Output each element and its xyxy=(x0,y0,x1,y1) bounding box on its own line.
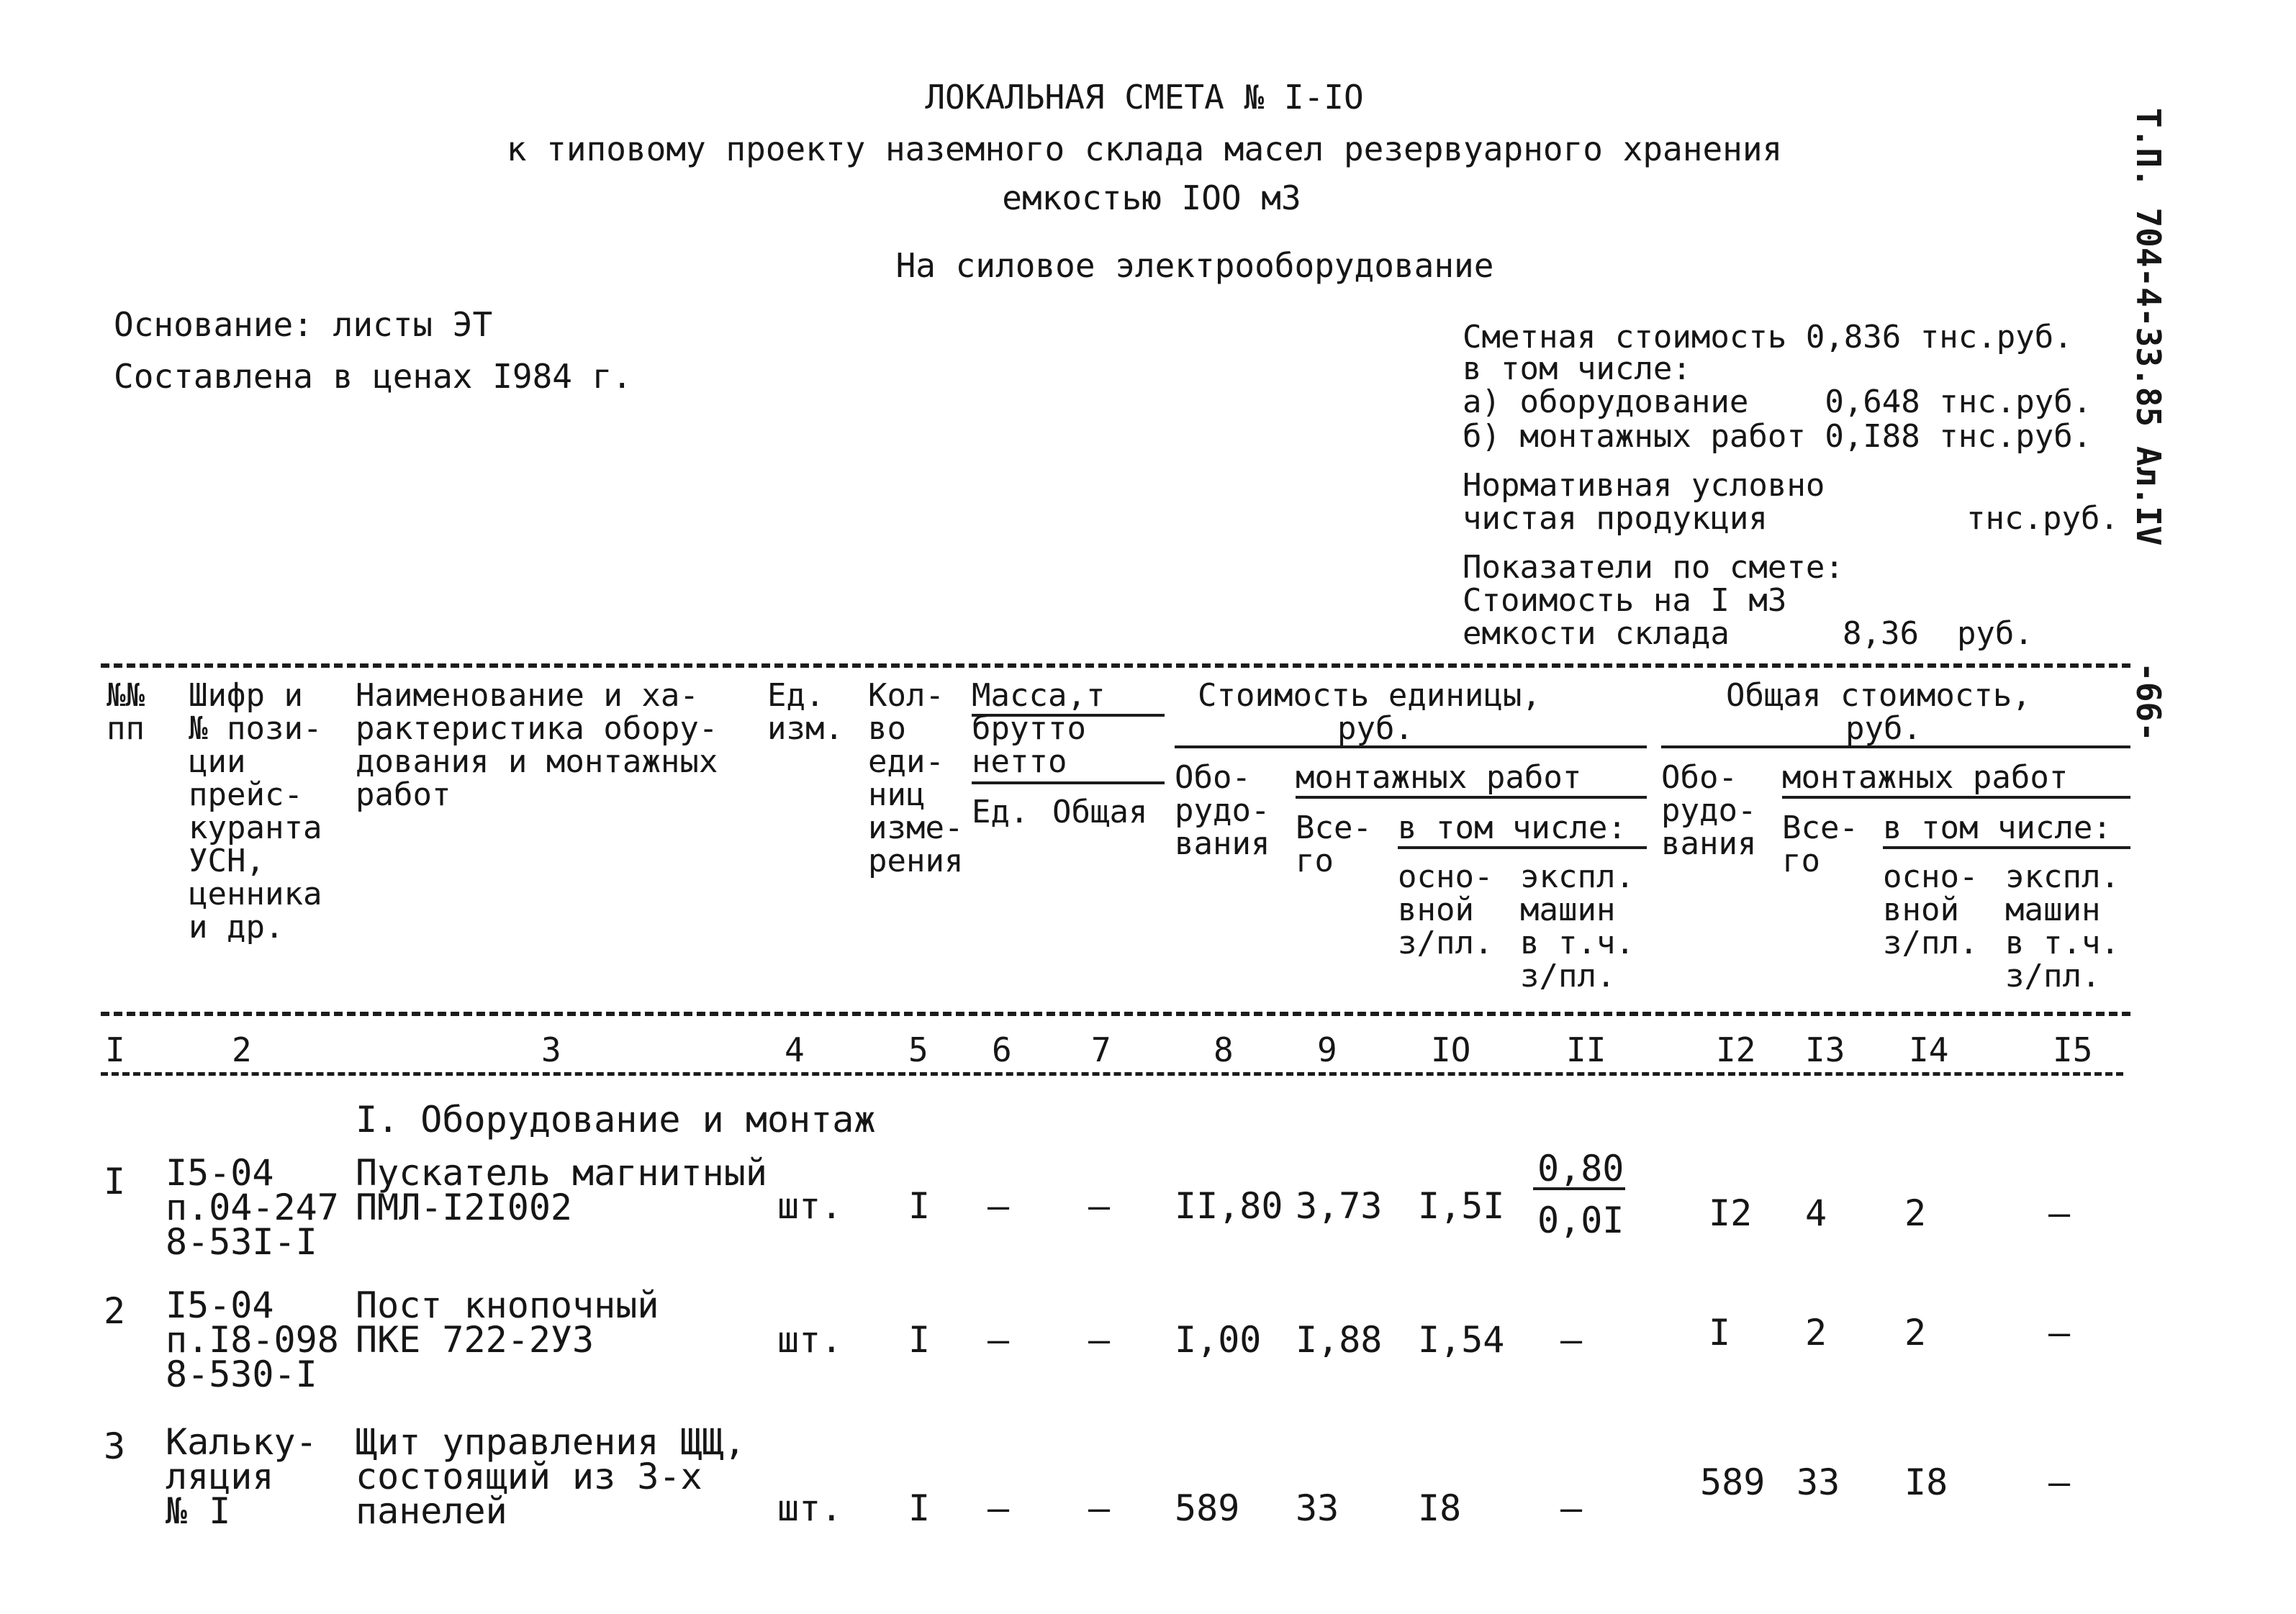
col-header-unit: Ед. изм. xyxy=(767,677,844,747)
header-bottom-rule xyxy=(101,1012,2130,1016)
incl-unit-rule xyxy=(1398,846,1647,849)
row-name: Щит управления ЩЩ, состоящий из 3-х панелей xyxy=(356,1421,746,1532)
row-basic-total: 2 xyxy=(1904,1192,1927,1234)
col-number: 2 xyxy=(232,1030,252,1069)
row-install-all-total: 33 xyxy=(1796,1461,1840,1503)
row-expl-unit: – xyxy=(1560,1319,1583,1361)
row-basic-unit: I,54 xyxy=(1418,1319,1505,1361)
row-equip-total: I xyxy=(1709,1312,1731,1354)
col-header-unit-cost: Стоимость единицы, xyxy=(1198,677,1541,714)
row-install-all-total: 4 xyxy=(1805,1192,1827,1234)
fraction-rule xyxy=(1533,1187,1625,1190)
incl-total-rule xyxy=(1883,846,2130,849)
col-header-all-total: Все- го xyxy=(1782,810,1858,879)
prices-line: Составлена в ценах I984 г. xyxy=(114,357,633,396)
col-number: 3 xyxy=(541,1030,561,1069)
row-mass-total: – xyxy=(1088,1185,1111,1227)
basis-line: Основание: листы ЭТ xyxy=(114,305,493,344)
row-name: Пускатель магнитный ПМЛ-I2I002 xyxy=(356,1152,767,1228)
col-header-expl-unit: экспл. машин в т.ч. з/пл. xyxy=(1520,858,1635,994)
col-header-name: Наименование и ха- рактеристика обору- дования и монтажных работ xyxy=(356,677,718,813)
col-header-equip-unit: Обо- рудо- вания xyxy=(1175,759,1270,862)
col-number: II xyxy=(1566,1030,1606,1069)
col-number: I4 xyxy=(1909,1030,1949,1069)
row-number: 2 xyxy=(104,1290,126,1332)
row-unit: шт. xyxy=(777,1185,843,1227)
netto-rule xyxy=(972,781,1165,784)
estimate-subtitle: к типовому проекту наземного склада масел резервуарного хранения xyxy=(506,130,1783,168)
row-install-all-unit: 3,73 xyxy=(1296,1185,1383,1227)
col-number: 9 xyxy=(1317,1030,1337,1069)
install-total-rule xyxy=(1782,796,2130,799)
col-header-install-unit: монтажных работ xyxy=(1296,759,1582,796)
unit-cost-rule xyxy=(1175,745,1647,748)
including-label: в том числе: xyxy=(1463,350,1691,387)
per-unit-label: Стоимость на I м3 xyxy=(1463,582,1787,619)
row-mass-unit: – xyxy=(987,1319,1010,1361)
install-unit-rule xyxy=(1296,796,1647,799)
album-number: Ал.IV xyxy=(2129,446,2168,546)
col-header-incl-unit: в том числе: xyxy=(1398,810,1627,846)
row-expl-total: – xyxy=(2048,1312,2071,1354)
col-number: I2 xyxy=(1716,1030,1756,1069)
page-number: -66- xyxy=(2129,662,2168,742)
col-header-total-cost: Общая стоимость, xyxy=(1726,677,2031,714)
row-number: I xyxy=(104,1161,126,1202)
col-header-install-total: монтажных работ xyxy=(1782,759,2069,796)
estimate-scope: На силовое электрооборудование xyxy=(895,246,1494,285)
col-header-unit-cost-rub: руб. xyxy=(1337,710,1414,747)
row-unit: шт. xyxy=(777,1487,843,1529)
project-code: Т.П. 704-4-33.85 xyxy=(2129,108,2168,427)
equipment-cost: а) оборудование 0,648 тнс.руб. xyxy=(1463,384,2092,420)
total-cost-rule xyxy=(1661,745,2130,748)
col-header-brutto: брутто xyxy=(972,710,1086,747)
row-qty: I xyxy=(908,1319,931,1361)
row-mass-total: – xyxy=(1088,1319,1111,1361)
row-install-all-unit: 33 xyxy=(1296,1487,1339,1529)
row-code: I5-04 п.04-247 8-53I-I xyxy=(166,1152,339,1263)
row-mass-total: – xyxy=(1088,1487,1111,1529)
col-header-equip-total: Обо- рудо- вания xyxy=(1661,759,1757,862)
col-header-code: Шифр и № пози- ции прейс- куранта УСН, ценника и др. xyxy=(189,677,322,946)
col-number: IO xyxy=(1431,1030,1471,1069)
col-header-basic-total: осно- вной з/пл. xyxy=(1883,858,1979,961)
per-unit-value: 8,36 руб. xyxy=(1843,615,2033,652)
row-expl-unit-top: 0,80 xyxy=(1537,1148,1624,1189)
row-expl-unit: – xyxy=(1560,1487,1583,1529)
row-basic-total: I8 xyxy=(1904,1461,1948,1503)
row-expl-total: – xyxy=(2048,1192,2071,1234)
col-header-total-cost-rub: руб. xyxy=(1845,710,1922,747)
col-number: 8 xyxy=(1213,1030,1234,1069)
col-header-incl-total: в том числе: xyxy=(1883,810,2112,846)
row-install-all-unit: I,88 xyxy=(1296,1319,1383,1361)
row-install-all-total: 2 xyxy=(1805,1312,1827,1354)
col-number: I5 xyxy=(2053,1030,2093,1069)
row-equip-total: I2 xyxy=(1709,1192,1753,1234)
row-equip-total: 589 xyxy=(1700,1461,1766,1503)
capacity-label: емкости склада xyxy=(1463,615,1730,652)
row-unit: шт. xyxy=(777,1319,843,1361)
section-title: I. Оборудование и монтаж xyxy=(356,1099,876,1141)
row-equip-unit: I,00 xyxy=(1175,1319,1262,1361)
col-number: 7 xyxy=(1091,1030,1111,1069)
col-header-mass-total: Общая xyxy=(1052,794,1148,830)
col-number: I xyxy=(105,1030,125,1069)
col-header-netto: нетто xyxy=(972,743,1067,780)
row-equip-unit: 589 xyxy=(1175,1487,1240,1529)
estimate-capacity: емкостью IOO м3 xyxy=(1002,178,1301,217)
col-number: 6 xyxy=(992,1030,1012,1069)
works-cost: б) монтажных работ 0,I88 тнс.руб. xyxy=(1463,418,2092,455)
row-code: I5-04 п.I8-098 8-530-I xyxy=(166,1284,339,1395)
col-header-mass: Масса,т xyxy=(972,677,1106,714)
header-top-rule xyxy=(101,663,2130,668)
col-header-mass-unit: Ед. xyxy=(972,794,1029,830)
row-number: 3 xyxy=(104,1425,126,1467)
row-basic-total: 2 xyxy=(1904,1312,1927,1354)
col-header-basic-unit: осно- вной з/пл. xyxy=(1398,858,1493,961)
row-basic-unit: I,5I xyxy=(1418,1185,1505,1227)
col-number: I3 xyxy=(1805,1030,1845,1069)
estimate-cost: Сметная стоимость 0,836 тнс.руб. xyxy=(1463,319,2073,355)
row-code: Кальку- ляция № I xyxy=(166,1421,317,1532)
row-expl-unit-bottom: 0,0I xyxy=(1537,1200,1624,1241)
row-basic-unit: I8 xyxy=(1418,1487,1462,1529)
indicators-label: Показатели по смете: xyxy=(1463,549,1844,586)
norm-label-2: чистая продукция xyxy=(1463,500,1768,537)
row-qty: I xyxy=(908,1487,931,1529)
col-number: 4 xyxy=(785,1030,805,1069)
norm-label-1: Нормативная условно xyxy=(1463,467,1825,504)
norm-unit: тнс.руб. xyxy=(1966,500,2119,537)
col-header-all-unit: Все- го xyxy=(1296,810,1372,879)
row-mass-unit: – xyxy=(987,1487,1010,1529)
col-header-number: №№ пп xyxy=(107,677,145,747)
row-qty: I xyxy=(908,1185,931,1227)
col-number: 5 xyxy=(908,1030,928,1069)
col-numbers-rule xyxy=(101,1072,2123,1076)
row-name: Пост кнопочный ПКЕ 722-2У3 xyxy=(356,1284,659,1361)
col-header-qty: Кол- во еди- ниц изме- рения xyxy=(868,677,964,879)
row-equip-unit: II,80 xyxy=(1175,1185,1283,1227)
estimate-title: ЛОКАЛЬНАЯ СМЕТА № I-IO xyxy=(925,78,1364,117)
row-mass-unit: – xyxy=(987,1185,1010,1227)
row-expl-total: – xyxy=(2048,1461,2071,1503)
col-header-expl-total: экспл. машин в т.ч. з/пл. xyxy=(2005,858,2120,994)
